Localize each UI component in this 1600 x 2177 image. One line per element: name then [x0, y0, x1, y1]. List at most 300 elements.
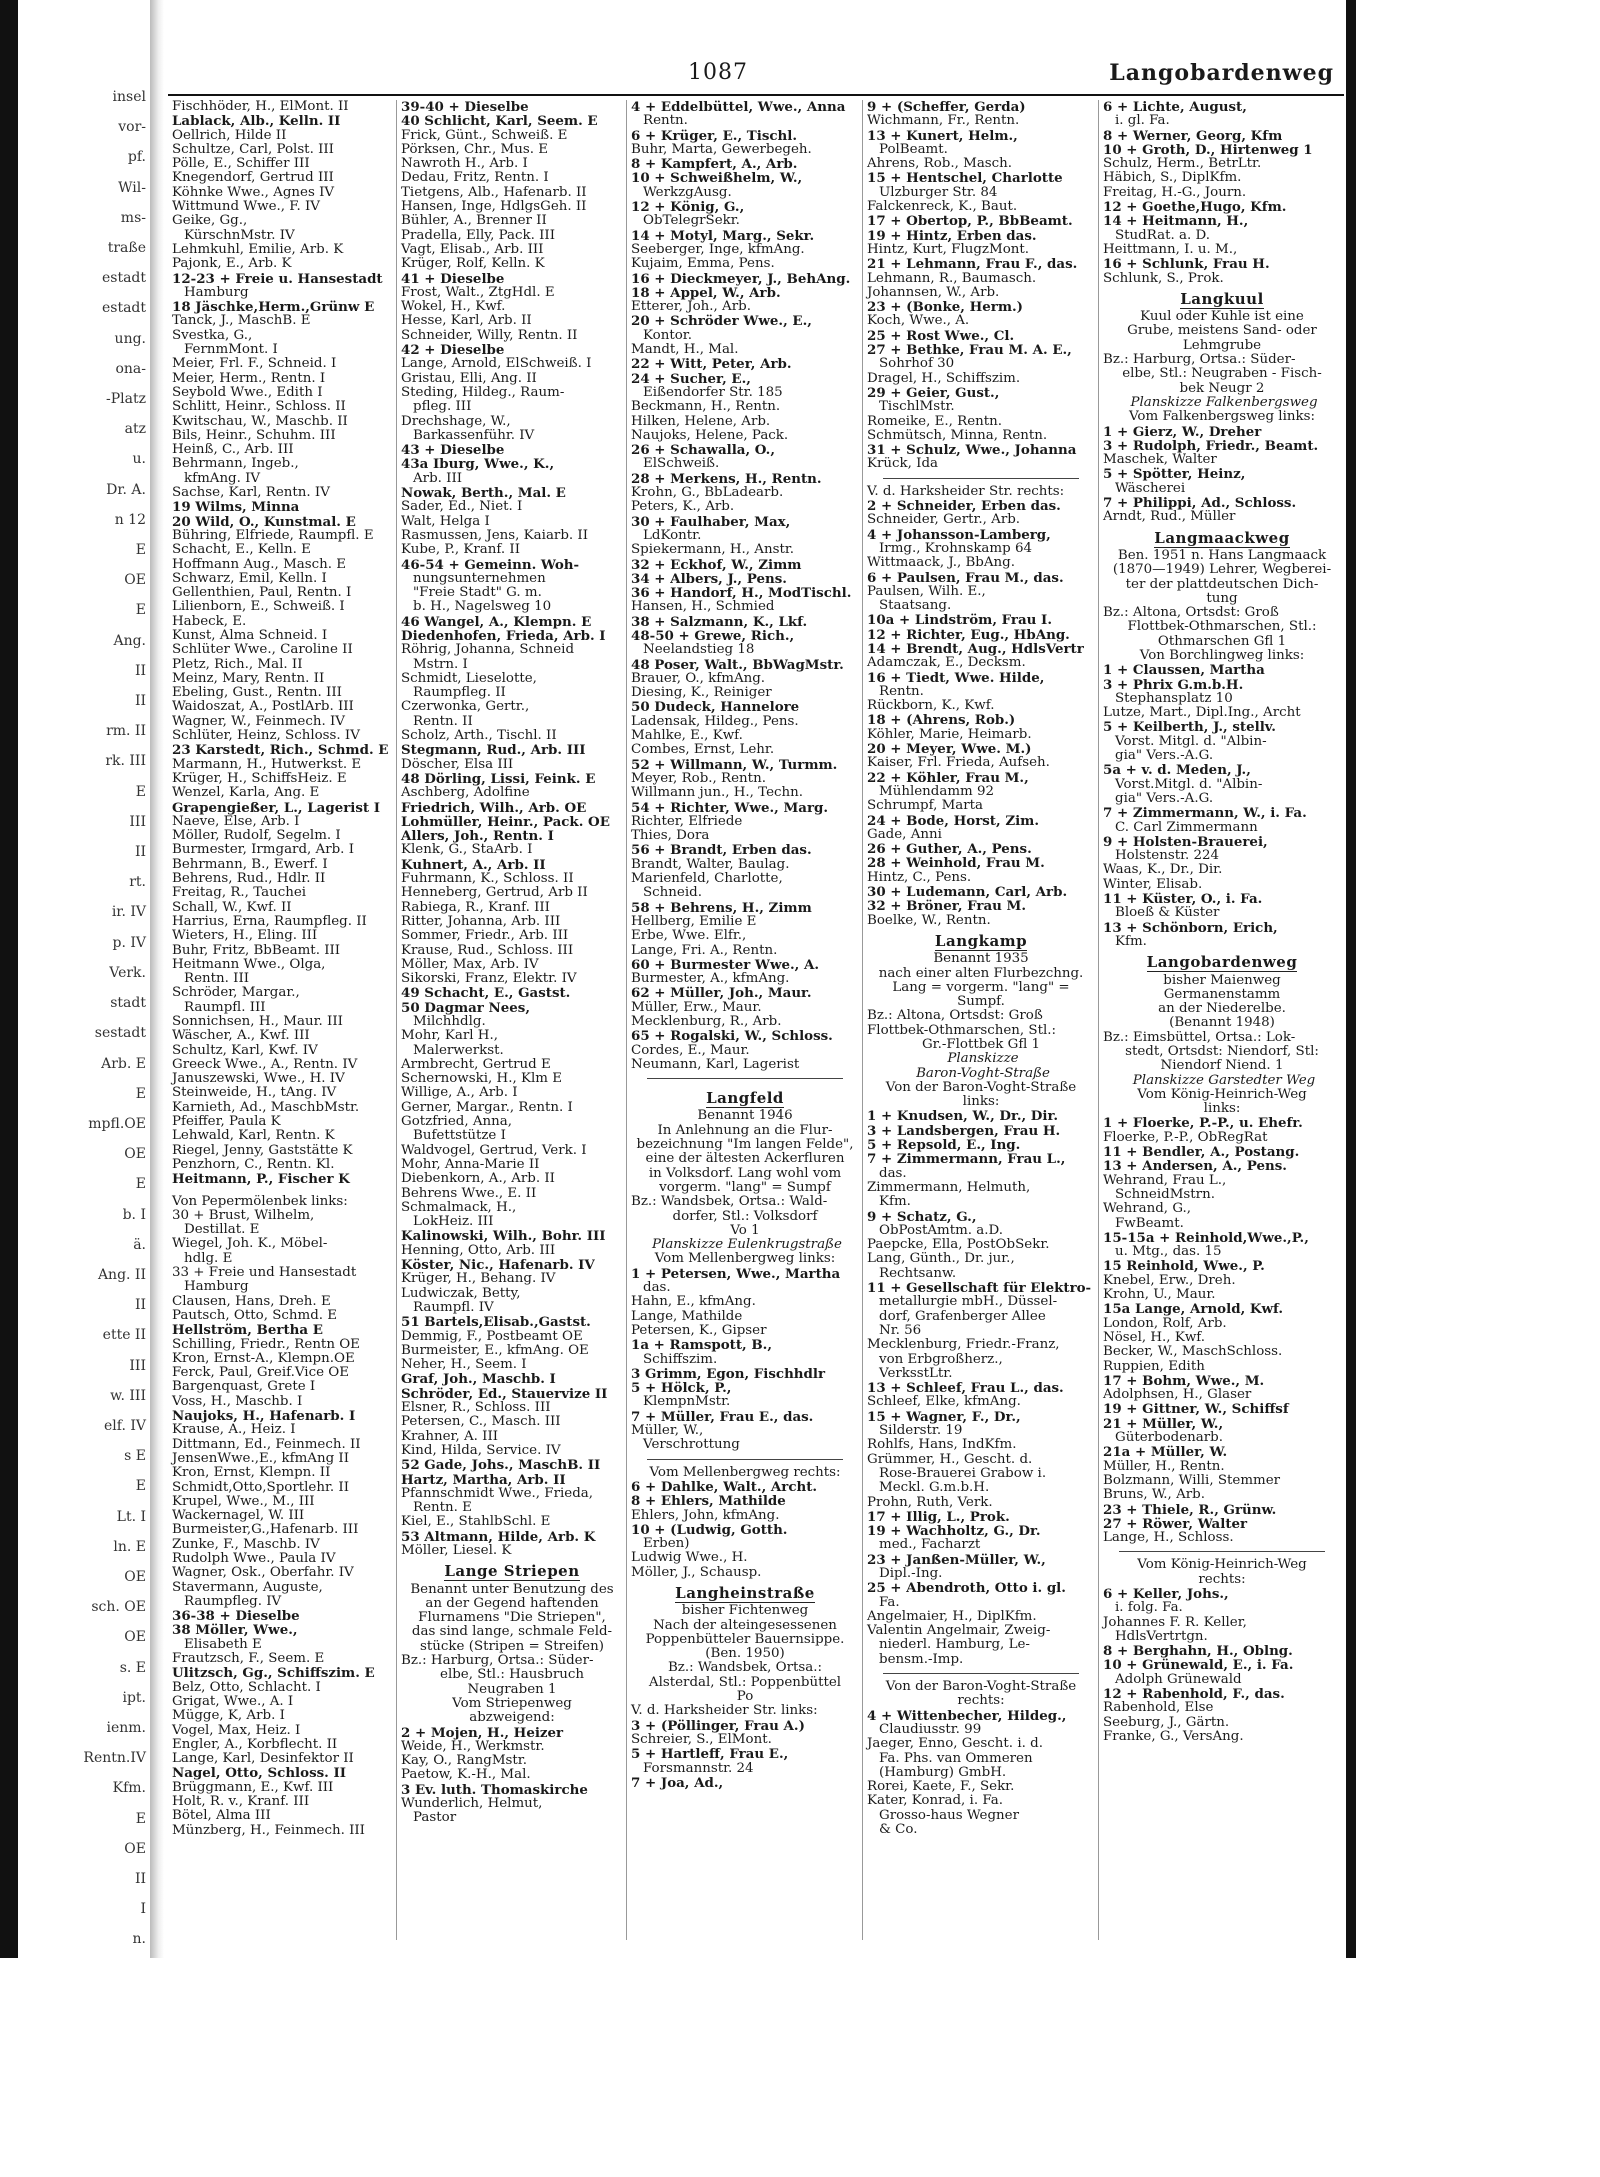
resident-entry: Voss, H., Maschb. I [172, 1393, 303, 1409]
house-entry: 9 + (Scheffer, Gerda) [867, 99, 1026, 115]
previous-page-text: s. E [119, 1659, 146, 1676]
house-entry: 46 Wangel, A., Klempn. E [401, 613, 592, 630]
resident-entry: PolBeamt. [879, 141, 948, 157]
resident-entry: Schwarz, Emil, Kelln. I [172, 570, 327, 586]
resident-entry: Buhr, Marta, Gewerbegeh. [631, 141, 812, 157]
house-entry: 31 + Schulz, Wwe., Johanna [867, 442, 1077, 459]
resident-entry: Elisabeth E [184, 1636, 262, 1652]
resident-entry: Heinß, C., Arb. III [172, 442, 294, 458]
resident-entry: Schlüter Wwe., Caroline II [172, 642, 353, 658]
resident-entry: Willige, A., Arb. I [401, 1085, 518, 1101]
house-entry: 36-38 + Dieselbe [172, 1608, 300, 1625]
resident-entry: Gristau, Elli, Ang. II [401, 370, 537, 386]
resident-entry: Lange, Mathilde [631, 1308, 743, 1324]
resident-entry: Kube, P., Kranf. II [401, 542, 520, 558]
resident-entry: Czerwonka, Gertr., [401, 699, 530, 715]
house-entry: Graf, Joh., Maschb. I [401, 1371, 556, 1388]
house-entry: 7 + Philippi, Ad., Schloss. [1103, 495, 1297, 512]
resident-entry: TischlMstr. [879, 399, 955, 415]
street-note: Flottbek-Othmarschen, Stl.: [1127, 619, 1317, 635]
resident-entry: Sommer, Friedr., Arb. III [401, 928, 569, 944]
resident-entry: Raumpfleg. II [413, 685, 506, 701]
house-entry: 10a + Lindström, Frau I. [867, 612, 1052, 629]
house-entry: 26 + Guther, A., Pens. [867, 841, 1032, 858]
previous-page-text: Rentn.IV [83, 1750, 146, 1767]
house-entry: 50 Dagmar Nees, [401, 999, 530, 1016]
resident-entry: Bühring, Elfriede, Raumpfl. E [172, 527, 374, 543]
house-entry: 28 + Merkens, H., Rentn. [631, 470, 822, 487]
column-3 [626, 100, 863, 1940]
resident-entry: Bötel, Alma III [172, 1808, 271, 1824]
street-note: Ben. 1951 n. Hans Langmaack [1117, 547, 1327, 563]
house-entry: 62 + Müller, Joh., Maur. [631, 985, 812, 1002]
house-entry: 1 + Gierz, W., Dreher [1103, 423, 1262, 440]
street-note: bisher Fichtenweg [681, 1603, 809, 1619]
house-entry: 27 + Röwer, Walter [1103, 1515, 1248, 1532]
page-gutter [150, 0, 164, 1958]
resident-entry: Armbrecht, Gertrud E [401, 1056, 551, 1072]
resident-entry: Köhler, Marie, Heimarb. [867, 726, 1032, 742]
resident-entry: Kujaim, Emma, Pens. [631, 256, 775, 272]
resident-entry: Wittmund Wwe., F. IV [172, 199, 320, 215]
house-entry: 4 + Johansson-Lamberg, [867, 526, 1051, 543]
resident-entry: Valentin Angelmair, Zweig- [867, 1623, 1051, 1639]
house-entry: 3 + Landsbergen, Frau H. [867, 1122, 1061, 1139]
street-heading-text: Langheinstraße [675, 1583, 815, 1602]
resident-entry: Nr. 56 [879, 1322, 922, 1338]
resident-entry: Köhnke Wwe., Agnes IV [172, 184, 335, 200]
previous-page-text: ienm. [106, 1719, 146, 1736]
resident-entry: Gade, Anni [867, 826, 942, 842]
street-note: (Ben. 1950) [705, 1646, 785, 1662]
resident-entry: Becker, W., MaschSchloss. [1103, 1344, 1283, 1360]
resident-entry: Meinz, Mary, Rentn. II [172, 670, 325, 686]
resident-entry: Irmg., Krohnskamp 64 [879, 540, 1032, 556]
resident-entry: Kfm. [1115, 933, 1147, 949]
resident-entry: Hesse, Karl, Arb. II [401, 313, 532, 329]
resident-entry: Frost, Walt., ZtgHdl. E [401, 284, 555, 300]
previous-page-text: rk. III [105, 753, 146, 770]
street-heading-text: Langmaackweg [1154, 528, 1290, 547]
street-heading [863, 928, 1099, 952]
street-note: Planskizze Garstedter Weg [1132, 1072, 1316, 1088]
column-5 [1098, 100, 1345, 1940]
resident-entry: Behrmann, B., Ewerf. I [172, 856, 328, 872]
house-entry: 28 + Weinhold, Frau M. [867, 855, 1045, 872]
house-entry: 21 + Lehmann, Frau F., das. [867, 256, 1078, 273]
resident-entry: Wagner, W., Feinmech. IV [172, 713, 345, 729]
resident-entry: Müller, W., [631, 1423, 704, 1439]
resident-entry: FernmMont. I [184, 342, 278, 358]
resident-entry: Schleef, Elke, kfmAng. [867, 1394, 1021, 1410]
resident-entry: Schultze, Carl, Polst. III [172, 141, 334, 157]
street-note: Bz.: Wandsbek, Ortsa.: [667, 1660, 823, 1676]
resident-entry: Aschberg, Adolfine [401, 785, 530, 801]
resident-entry: Schultz, Karl, Kwf. IV [172, 1042, 318, 1058]
previous-page-text: sch. OE [91, 1599, 146, 1616]
section-divider [883, 1673, 1079, 1674]
house-entry: 5 + Repsold, E., Ing. [867, 1137, 1021, 1154]
previous-page-text: Verk. [109, 964, 146, 981]
resident-entry: u. Mtg., das. 15 [1115, 1244, 1222, 1260]
house-entry: Kalinowski, Wilh., Bohr. III [401, 1228, 606, 1245]
house-entry: 51 Bartels,Elisab.,Gastst. [401, 1314, 591, 1331]
resident-entry: Brauer, O., kfmAng. [631, 670, 766, 686]
resident-entry: Bils, Heinr., Schuhm. III [172, 427, 336, 443]
resident-entry: Arndt, Rud., Müller [1103, 509, 1236, 525]
street-heading [627, 1085, 863, 1109]
street-heading [1099, 286, 1345, 310]
house-entry: Nowak, Berth., Mal. E [401, 485, 566, 502]
house-entry: 54 + Richter, Wwe., Marg. [631, 799, 829, 816]
resident-entry: Seeberger, Inge, kfmAng. [631, 241, 805, 257]
house-entry: 38 + Salzmann, K., Lkf. [631, 613, 808, 630]
house-entry: 6 + Krüger, E., Tischl. [631, 127, 797, 144]
house-entry: 29 + Geier, Gust., [867, 384, 1000, 401]
previous-page-text: II [134, 844, 146, 861]
resident-entry: Kron, Ernst-A., Klempn.OE [172, 1350, 355, 1366]
previous-page-text: b. I [122, 1206, 146, 1223]
resident-entry: gia" Vers.-A.G. [1115, 748, 1214, 764]
resident-entry: Henning, Otto, Arb. III [401, 1242, 556, 1258]
resident-entry: Fa. [879, 1594, 900, 1610]
resident-entry: Steding, Hildeg., Raum- [401, 384, 565, 400]
house-entry: 15 + Hentschel, Charlotte [867, 170, 1063, 187]
house-entry: 16 + Dieckmeyer, J., BehAng. [631, 270, 851, 287]
resident-entry: Belz, Otto, Schlacht. I [172, 1679, 321, 1695]
resident-entry: Burmester, A., kfmAng. [631, 971, 790, 987]
house-entry: 4 + Wittenbecher, Hildeg., [867, 1707, 1067, 1724]
house-entry: 49 Schacht, E., Gastst. [401, 985, 571, 1002]
page-number: 1087 [688, 60, 748, 85]
resident-entry: Kfm. [879, 1194, 911, 1210]
resident-entry: Möller, Liesel. K [401, 1542, 512, 1558]
resident-entry: Lange, Karl, Desinfektor II [172, 1751, 354, 1767]
house-entry: 18 + Appel, W., Arb. [631, 284, 781, 301]
resident-entry: Schernowski, H., Klm E [401, 1071, 563, 1087]
resident-entry: Fischhöder, H., ElMont. II [172, 99, 349, 114]
house-entry: 11 + Küster, O., i. Fa. [1103, 891, 1263, 908]
resident-entry: Thies, Dora [631, 828, 710, 844]
house-entry: 20 + Meyer, Wwe. M.) [867, 741, 1032, 758]
resident-entry: Pajonk, E., Arb. K [172, 256, 292, 272]
house-entry: 43 + Dieselbe [401, 442, 505, 459]
resident-entry: Winter, Elisab. [1103, 876, 1203, 892]
resident-entry: Stavermann, Auguste, [172, 1579, 323, 1595]
resident-entry: Krohn, G., BbLadearb. [631, 485, 784, 501]
house-entry: 10 + Groth, D., Hirtenweg 1 [1103, 141, 1313, 158]
resident-entry: StudRat. a. D. [1115, 227, 1211, 243]
resident-entry: Penzhorn, C., Rentn. Kl. [172, 1156, 335, 1172]
street-note: Von der Baron-Voght-Straße [885, 1079, 1077, 1095]
house-entry: 23 Karstedt, Rich., Schmd. E [172, 742, 389, 759]
resident-entry: Hahn, E., kfmAng. [631, 1294, 756, 1310]
resident-entry: Marmann, H., Hutwerkst. E [172, 756, 362, 772]
resident-entry: nungsunternehmen [413, 570, 546, 586]
house-entry: 8 + Berghahn, H., Oblng. [1103, 1643, 1293, 1660]
house-entry: 9 + Schatz, G., [867, 1208, 977, 1225]
resident-entry: Erben) [643, 1536, 690, 1552]
resident-entry: Behrmann, Ingeb., [172, 456, 299, 472]
house-entry: 15 Reinhold, Wwe., P. [1103, 1258, 1265, 1275]
resident-entry: Krupel, Wwe., M., III [172, 1493, 315, 1509]
resident-entry: Wackernagel, W. III [172, 1508, 305, 1524]
resident-entry: Ehlers, John, kfmAng. [631, 1507, 780, 1523]
house-entry: 3 Grimm, Egon, Fischhdlr [631, 1365, 826, 1382]
resident-entry: Mohr, Anna-Marie II [401, 1156, 540, 1172]
previous-page-text: E [135, 1478, 146, 1495]
section-divider [1119, 1551, 1325, 1552]
street-note: Von der Baron-Voght-Straße [885, 1679, 1077, 1695]
street-note: Benannt 1946 [697, 1108, 793, 1124]
resident-entry: Kunst, Alma Schneid. I [172, 627, 328, 643]
resident-entry: Burmester, Irmgard, Arb. I [172, 842, 354, 858]
street-note: an der Niederelbe. [1158, 1001, 1286, 1017]
resident-entry: Mahlke, E., Kwf. [631, 728, 743, 744]
house-entry: 7 + Zimmermann, Frau L., [867, 1151, 1066, 1168]
resident-entry: Flottbek-Othmarschen, Stl.: [867, 1022, 1057, 1038]
resident-entry: FwBeamt. [1115, 1215, 1184, 1231]
previous-page-text: OE [124, 1146, 146, 1163]
resident-entry: Oellrich, Hilde II [172, 127, 287, 143]
resident-entry: Ferck, Paul, Greif.Vice OE [172, 1365, 350, 1381]
resident-entry: Lutze, Mart., Dipl.Ing., Archt [1103, 705, 1301, 721]
previous-page-text: traße [107, 240, 146, 257]
house-entry: 11 + Gesellschaft für Elektro- [867, 1280, 1092, 1297]
house-entry: Diedenhofen, Frieda, Arb. I [401, 627, 606, 644]
resident-entry: Sonnichsen, H., Maur. III [172, 1014, 343, 1029]
resident-entry: Kater, Konrad, i. Fa. [867, 1793, 1003, 1809]
resident-entry: Walt, Helga I [401, 513, 490, 529]
previous-page-text: -Platz [106, 391, 146, 408]
resident-entry: Adamczak, E., Decksm. [867, 655, 1026, 671]
house-entry: 40 Schlicht, Karl, Seem. E [401, 113, 598, 130]
street-note: Vom Falkenbergsweg links: [1128, 409, 1315, 425]
section-divider [647, 1078, 843, 1079]
previous-page-text: ona- [115, 360, 146, 377]
previous-page-text: ir. IV [111, 904, 146, 921]
house-entry: 7 + Müller, Frau E., das. [631, 1408, 814, 1425]
resident-entry: Spiekermann, H., Anstr. [631, 542, 795, 558]
resident-entry: Mühlendamm 92 [879, 783, 995, 799]
resident-entry: KlempnMstr. [643, 1394, 731, 1410]
house-entry: 14 + Heitmann, H., [1103, 213, 1249, 230]
resident-entry: Dragel, H., Schiffszim. [867, 370, 1021, 386]
resident-entry: & Co. [879, 1822, 918, 1838]
resident-entry: Erbe, Wwe. Elfr., [631, 928, 747, 944]
house-entry: Kuhnert, A., Arb. II [401, 856, 546, 873]
resident-entry: Wieters, H., Eling. III [172, 928, 318, 944]
house-entry: 11 + Bendler, A., Postang. [1103, 1144, 1300, 1161]
resident-entry: Vorst. Mitgl. d. "Albin- [1115, 733, 1267, 749]
house-entry: 3 + Phrix G.m.b.H. [1103, 676, 1244, 693]
street-note: stücke (Stripen = Streifen) [420, 1638, 604, 1654]
previous-page-text: n 12 [114, 511, 146, 528]
previous-page-text: E [135, 1810, 146, 1827]
house-entry: 1 + Floerke, P.-P., u. Ehefr. [1103, 1115, 1303, 1132]
resident-entry: Cordes, E., Maur. [631, 1042, 750, 1058]
previous-page-text: Lt. I [116, 1508, 146, 1525]
house-entry: 50 Dudeck, Hannelore [631, 699, 800, 716]
previous-page-text: Dr. A. [106, 481, 146, 498]
resident-entry: Hellberg, Emilie E [631, 913, 757, 929]
house-entry: 53 Altmann, Hilde, Arb. K [401, 1528, 596, 1545]
resident-entry: Frautzsch, F., Seem. E [172, 1651, 325, 1667]
resident-entry: Hamburg [184, 284, 249, 300]
resident-entry: Pörksen, Chr., Mus. E [401, 141, 549, 157]
resident-entry: Weide, H., Werkmstr. [401, 1738, 545, 1754]
section-divider [647, 1459, 843, 1460]
house-entry: 4 + Eddelbüttel, Wwe., Anna [631, 99, 846, 115]
street-note: ter der plattdeutschen Dich- [1125, 576, 1319, 592]
resident-entry: Zunke, F., Maschb. IV [172, 1536, 320, 1552]
resident-entry: das. [879, 1165, 907, 1181]
street-note: in Volksdorf. Lang wohl vom [648, 1165, 842, 1181]
house-entry: 56 + Brandt, Erben das. [631, 842, 812, 859]
house-entry: 32 + Bröner, Frau M. [867, 898, 1027, 915]
resident-entry: Krück, Ida [867, 456, 939, 472]
resident-entry: Peters, K., Arb. [631, 499, 735, 515]
previous-page-text: Ang. [113, 632, 146, 649]
resident-entry: Kiel, E., StahlbSchl. E [401, 1514, 551, 1530]
house-entry: 1 + Claussen, Martha [1103, 662, 1265, 679]
directory-columns [168, 100, 1344, 1940]
previous-page-text: ung. [114, 330, 146, 347]
resident-entry: Pletz, Rich., Mal. II [172, 656, 303, 672]
house-entry: 1 + Petersen, Wwe., Martha [631, 1265, 841, 1282]
resident-entry: Pfannschmidt Wwe., Frieda, [401, 1485, 594, 1501]
resident-entry: Krüger, H., Behang. IV [401, 1271, 556, 1287]
resident-entry: das. [643, 1280, 671, 1296]
resident-entry: ElSchweiß. [643, 456, 720, 472]
resident-entry: Schlüter, Heinz, Schloss. IV [172, 728, 360, 744]
house-entry: 16 + Schlunk, Frau H. [1103, 256, 1270, 273]
house-entry: 36 + Handorf, H., ModTischl. [631, 585, 852, 602]
resident-entry: Riegel, Jenny, Gaststätte K [172, 1142, 353, 1158]
house-entry: Köster, Nic., Hafenarb. IV [401, 1257, 595, 1274]
resident-entry: Bloeß & Küster [1115, 905, 1220, 921]
resident-entry: Ruppien, Edith [1103, 1358, 1205, 1374]
resident-entry: Demmig, F., Postbeamt OE [401, 1328, 583, 1344]
section-divider [883, 478, 1079, 479]
house-entry: 12 + König, G., [631, 199, 745, 216]
street-note: Vom Striepenweg [452, 1695, 572, 1711]
house-entry: 22 + Köhler, Frau M., [867, 769, 1029, 786]
resident-entry: Angelmaier, H., DiplKfm. [867, 1608, 1037, 1624]
previous-page-text: III [129, 1357, 146, 1374]
house-entry: Hellström, Bertha E [172, 1322, 323, 1339]
resident-entry: Behrens, Rud., Hdlr. II [172, 871, 326, 887]
resident-entry: Schneider, Gertr., Arb. [867, 512, 1021, 528]
house-entry: Ulitzsch, Gg., Schiffszim. E [172, 1665, 375, 1682]
previous-page-text: E [135, 783, 146, 800]
house-entry: 13 + Schönborn, Erich, [1103, 919, 1278, 936]
resident-entry: Rentn. [643, 113, 688, 129]
resident-entry: Vagt, Elisab., Arb. III [401, 241, 544, 257]
resident-entry: Neelandstieg 18 [643, 642, 755, 658]
street-note: bisher Maienweg [1163, 972, 1281, 988]
resident-entry: Bz.: Harburg, Ortsa.: Süder- [1103, 352, 1296, 368]
resident-entry: Habeck, E. [172, 613, 247, 629]
resident-entry: Lange, H., Schloss. [1103, 1530, 1234, 1546]
resident-entry: Stephansplatz 10 [1115, 690, 1233, 706]
resident-entry: Behrens Wwe., E. II [401, 1185, 537, 1201]
house-entry: 30 + Ludemann, Carl, Arb. [867, 884, 1068, 901]
house-entry: 16 + Tiedt, Wwe. Hilde, [867, 669, 1045, 686]
house-entry: 6 + Paulsen, Frau M., das. [867, 569, 1064, 586]
resident-entry: Tanck, J., MaschB. E [172, 313, 311, 329]
resident-entry: Ebeling, Gust., Rentn. III [172, 685, 342, 701]
resident-entry: Ahrens, Rob., Masch. [867, 156, 1013, 172]
street-note: Niendorf Niend. 1 [1160, 1058, 1284, 1074]
resident-entry: Koch, Wwe., A. [867, 313, 970, 329]
previous-page-text: ipt. [122, 1689, 146, 1706]
resident-entry: Müller, H., Rentn. [1103, 1458, 1225, 1474]
resident-entry: Steinweide, H., tAng. IV [172, 1085, 337, 1101]
resident-entry: Rose-Brauerei Grabow i. [879, 1465, 1047, 1481]
resident-entry: Etterer, Joh., Arb. [631, 299, 751, 315]
resident-entry: Paepcke, Ella, PostObSekr. [867, 1237, 1050, 1253]
resident-entry: Wichmann, Fr., Rentn. [867, 113, 1020, 129]
column-1 [168, 100, 396, 1940]
previous-page-text: estadt [101, 300, 146, 317]
previous-page-text: rt. [129, 874, 146, 891]
resident-entry: Schreier, S., ElMont. [631, 1731, 772, 1747]
street-note: Lang = vorgerm. "lang" = [892, 979, 1070, 995]
resident-entry: Kwitschau, W., Maschb. II [172, 413, 348, 429]
resident-entry: Staatsang. [879, 598, 952, 614]
resident-entry: Diesing, K., Reiniger [631, 685, 772, 701]
house-entry: 58 + Behrens, H., Zimm [631, 899, 812, 916]
house-entry: 12 + Rabenhold, F., das. [1103, 1686, 1285, 1703]
resident-entry: Pradella, Elly, Pack. III [401, 227, 555, 243]
house-entry: 18 Jäschke,Herm.,Grünw E [172, 299, 375, 316]
street-note: tung [1206, 590, 1238, 606]
resident-entry: Wehrand, Frau L., [1103, 1172, 1227, 1188]
resident-entry: Geike, Gg., [172, 213, 248, 229]
house-entry: Grapengießer, L., Lagerist I [172, 799, 381, 816]
house-entry: 26 + Schawalla, O., [631, 442, 775, 459]
street-note: rechts: [1198, 1571, 1246, 1587]
resident-entry: Beckmann, H., Rentn. [631, 399, 781, 415]
house-entry: 21 + Müller, W., [1103, 1415, 1224, 1432]
resident-entry: Holstenstr. 224 [1115, 848, 1220, 864]
resident-entry: Knegendorf, Gertrud III [172, 170, 334, 186]
resident-entry: Karnieth, Ad., MaschbMstr. [172, 1099, 360, 1115]
header-rule [168, 94, 1344, 96]
resident-entry: von Erbgroßherz., [879, 1351, 1003, 1367]
resident-entry: Schmalmack, H., [401, 1199, 517, 1215]
resident-entry: Wiegel, Joh. K., Möbel- [172, 1236, 328, 1252]
street-note: In Anlehnung an die Flur- [657, 1122, 833, 1138]
house-entry: 15-15a + Reinhold,Wwe.,P., [1103, 1229, 1309, 1246]
resident-entry: WerkzgAusg. [643, 184, 732, 200]
resident-entry: Willmann jun., H., Techn. [631, 785, 803, 801]
resident-entry: Gotzfried, Anna, [401, 1114, 513, 1130]
resident-entry: Hilken, Helene, Arb. [631, 413, 771, 429]
resident-entry: Ludwiczak, Betty, [401, 1285, 521, 1301]
house-entry: 13 + Kunert, Helm., [867, 127, 1018, 144]
street-note: Planskizze Falkenbergsweg [1130, 394, 1318, 410]
resident-entry: Pfeiffer, Paula K [172, 1114, 281, 1130]
house-entry: 38 Möller, Wwe., [172, 1622, 298, 1639]
resident-entry: Bufettstütze I [413, 1128, 506, 1144]
resident-entry: Grigat, Wwe., A. I [172, 1693, 294, 1709]
resident-entry: Falckenreck, K., Baut. [867, 199, 1018, 215]
previous-page-text: estadt [101, 270, 146, 287]
resident-entry: KürschnMstr. IV [184, 227, 295, 243]
previous-page-text: p. IV [112, 934, 146, 951]
